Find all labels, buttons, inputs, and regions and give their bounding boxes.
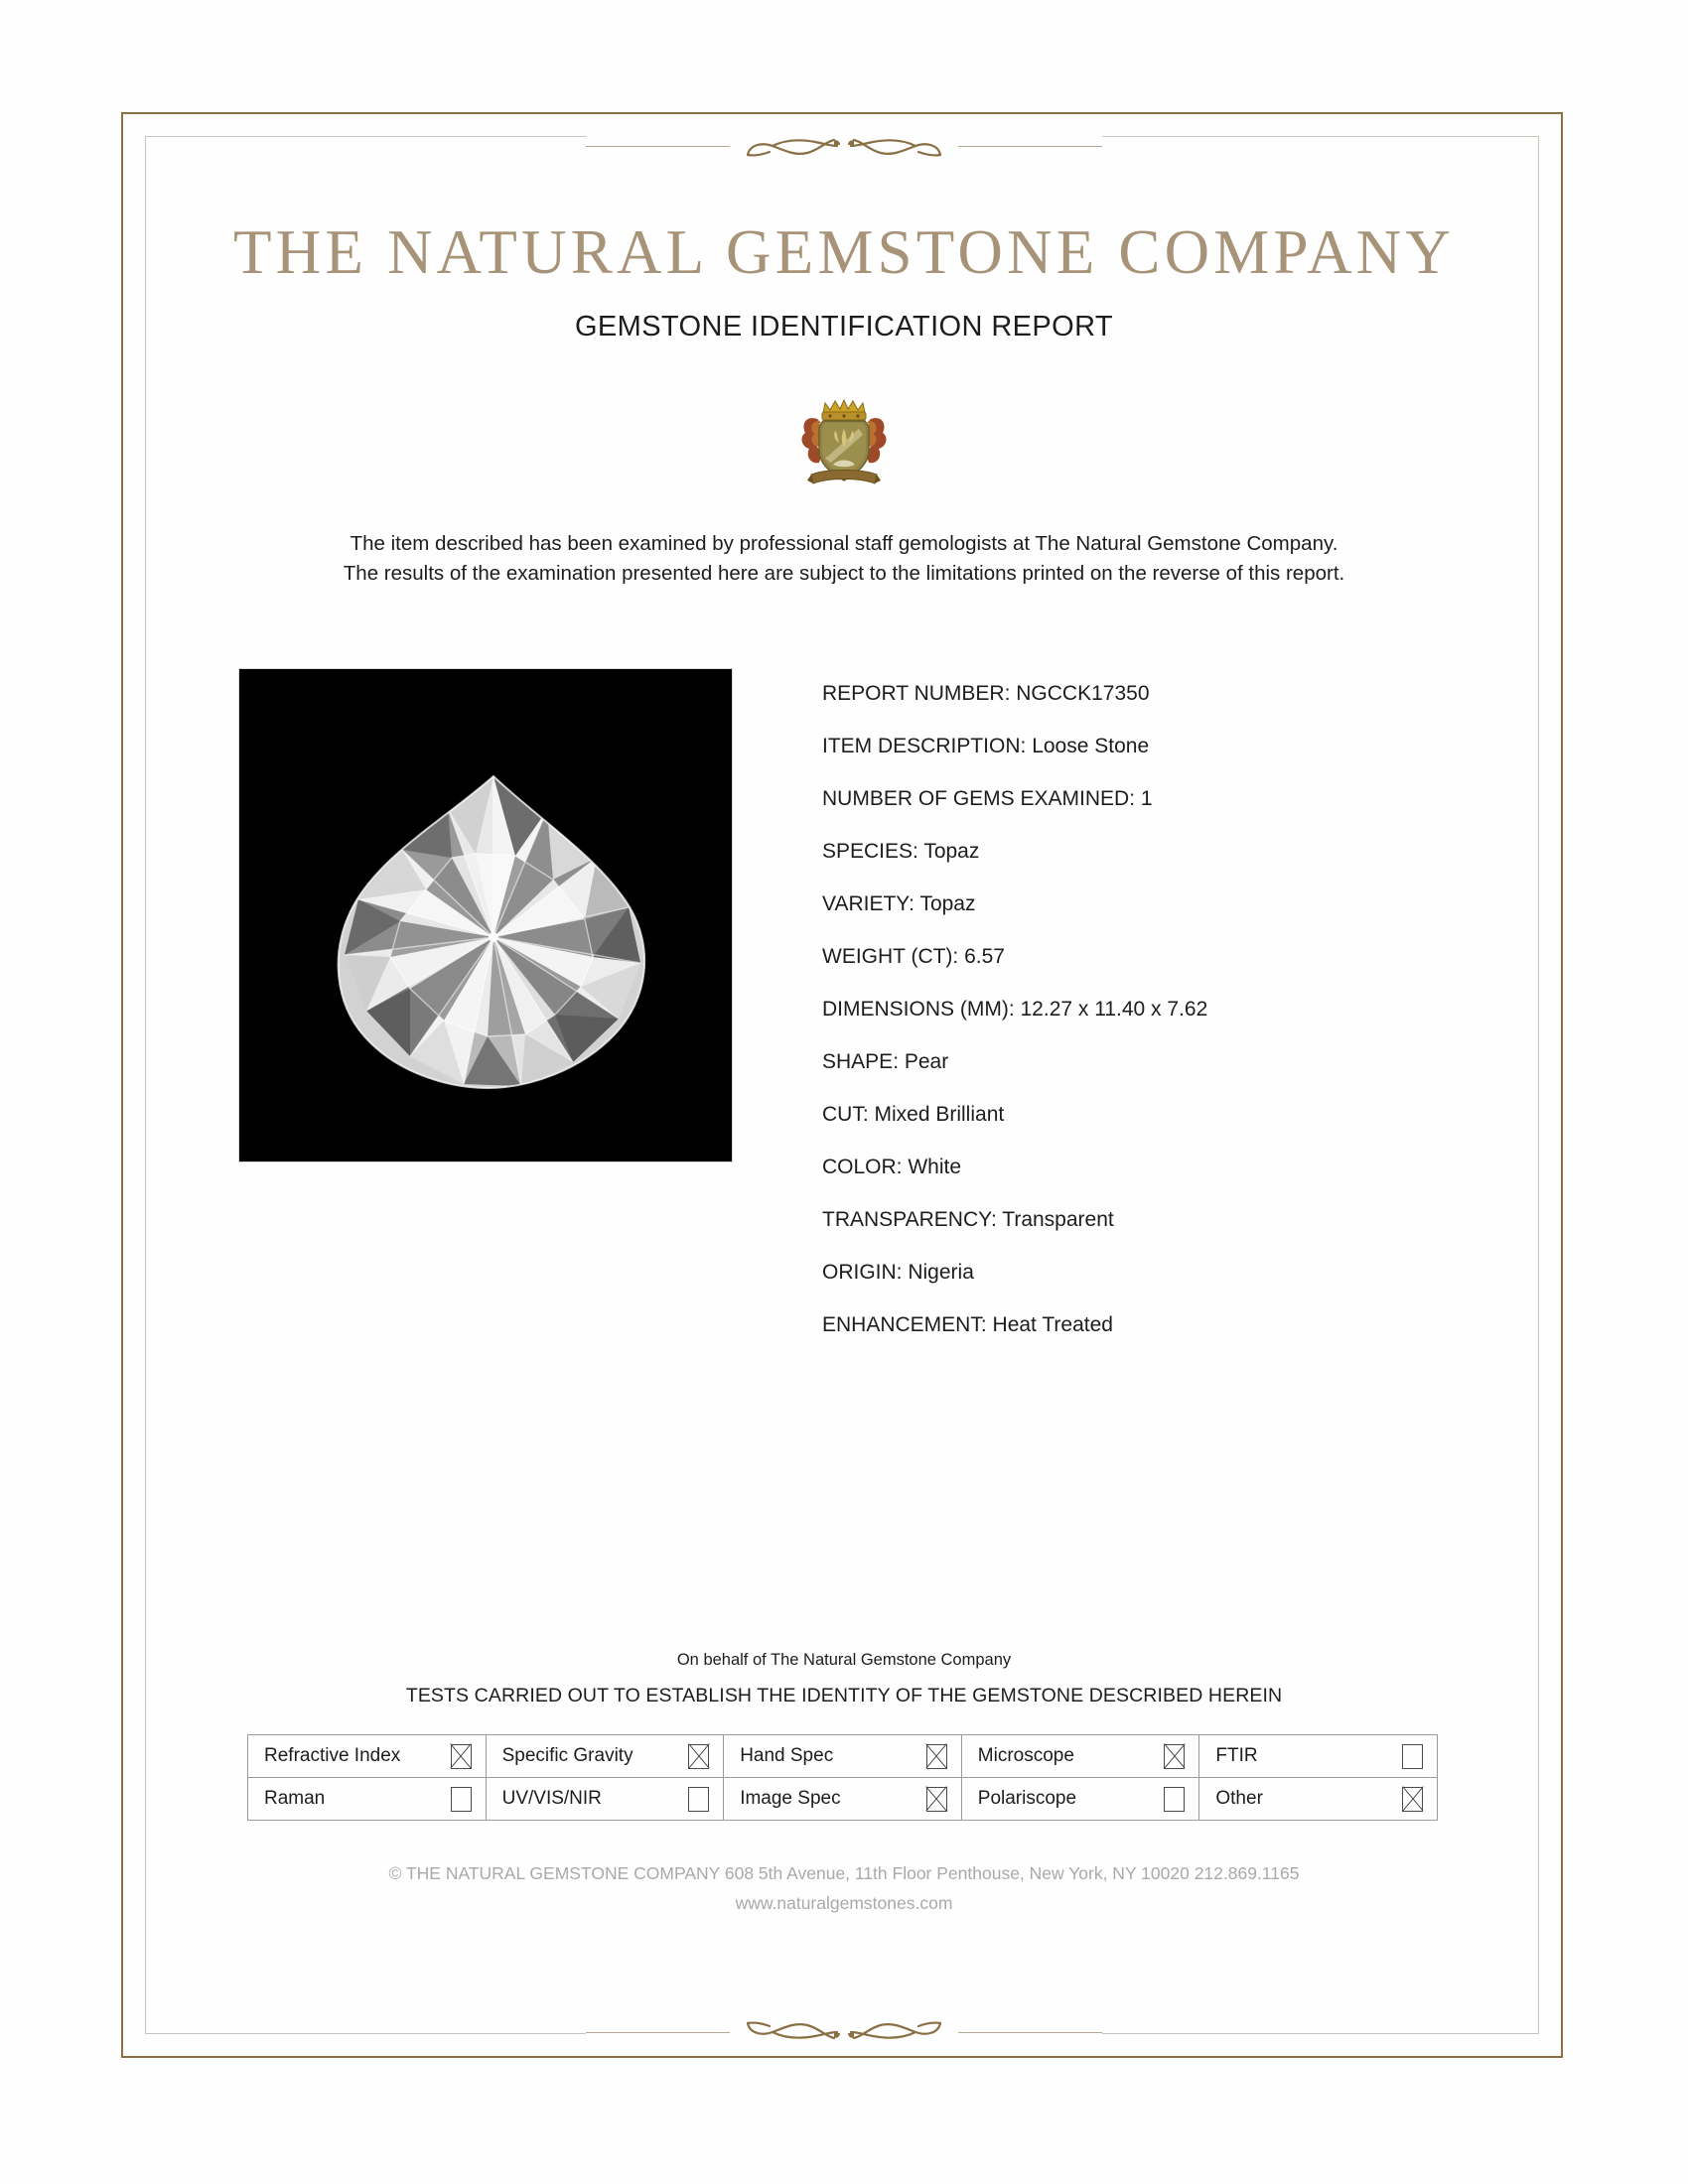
detail-label: ITEM DESCRIPTION: — [822, 735, 1033, 757]
test-label: FTIR — [1215, 1745, 1258, 1766]
test-cell-other[interactable] — [1199, 1778, 1438, 1821]
detail-row — [822, 667, 1438, 720]
detail-row — [822, 1298, 1438, 1351]
intro-paragraph — [0, 529, 1688, 589]
footer — [0, 1858, 1688, 1918]
detail-row — [822, 772, 1438, 825]
detail-row — [822, 983, 1438, 1035]
ornament-rule-left — [586, 2032, 730, 2033]
detail-value: NGCCK17350 — [1016, 682, 1150, 705]
test-label: UV/VIS/NIR — [501, 1788, 602, 1809]
detail-label: SHAPE: — [822, 1050, 905, 1073]
footer-address: © THE NATURAL GEMSTONE COMPANY 608 5th Avenue, 11th Floor Penthouse, New York, NY 10020 212.869.1165 — [388, 1863, 1300, 1883]
checkbox-microscope[interactable] — [1164, 1744, 1185, 1769]
test-label: Other — [1215, 1788, 1263, 1809]
test-label: Refractive Index — [264, 1745, 401, 1766]
table-row — [248, 1735, 1438, 1778]
test-cell-microscope[interactable] — [961, 1735, 1199, 1778]
test-cell-image-spec[interactable] — [724, 1778, 962, 1821]
ornament-top — [586, 123, 1102, 169]
detail-value: Heat Treated — [992, 1313, 1113, 1336]
checkbox-refractive-index[interactable] — [451, 1744, 472, 1769]
test-label: Raman — [264, 1788, 326, 1809]
report-title: GEMSTONE IDENTIFICATION REPORT — [574, 311, 1114, 342]
test-label: Polariscope — [977, 1788, 1077, 1809]
ornament-rule-right — [958, 146, 1102, 147]
detail-value: White — [908, 1156, 962, 1178]
test-cell-refractive-index[interactable] — [248, 1735, 487, 1778]
detail-row — [822, 930, 1438, 983]
detail-label: NUMBER OF GEMS EXAMINED: — [822, 787, 1141, 810]
ornament-bottom — [586, 2009, 1102, 2055]
detail-label: CUT: — [822, 1103, 875, 1126]
flourish-ornament-icon — [740, 129, 948, 163]
detail-label: WEIGHT (CT): — [822, 945, 965, 968]
table-row — [248, 1778, 1438, 1821]
footer-website[interactable]: www.naturalgemstones.com — [735, 1893, 953, 1913]
detail-row — [822, 1141, 1438, 1193]
detail-row — [822, 1088, 1438, 1141]
test-label: Image Spec — [740, 1788, 841, 1809]
detail-value: 1 — [1140, 787, 1153, 810]
checkbox-polariscope[interactable] — [1164, 1787, 1185, 1812]
intro-line-1: The item described has been examined by professional staff gemologists at The Natural Gemstone Company. — [350, 532, 1338, 555]
detail-value: 12.27 x 11.40 x 7.62 — [1020, 998, 1208, 1021]
test-label: Specific Gravity — [501, 1745, 633, 1766]
detail-value: Transparent — [1002, 1208, 1114, 1231]
gemstone-photo — [238, 668, 733, 1162]
test-cell-hand-spec[interactable] — [724, 1735, 962, 1778]
detail-label: VARIETY: — [822, 892, 920, 915]
company-title: THE NATURAL GEMSTONE COMPANY — [232, 217, 1456, 287]
detail-row — [822, 720, 1438, 772]
checkbox-image-spec[interactable] — [926, 1787, 947, 1812]
ornament-rule-right — [958, 2032, 1102, 2033]
flourish-ornament-icon — [740, 2015, 948, 2049]
test-cell-polariscope[interactable] — [961, 1778, 1199, 1821]
test-cell-specific-gravity[interactable] — [486, 1735, 724, 1778]
test-label: Microscope — [977, 1745, 1074, 1766]
detail-value: Nigeria — [908, 1261, 974, 1284]
detail-row — [822, 878, 1438, 930]
checkbox-other[interactable] — [1402, 1787, 1423, 1812]
detail-label: ENHANCEMENT: — [822, 1313, 993, 1336]
detail-value: 6.57 — [964, 945, 1005, 968]
detail-row — [822, 1246, 1438, 1298]
detail-value: Pear — [904, 1050, 949, 1073]
detail-label: SPECIES: — [822, 840, 924, 863]
checkbox-hand-spec[interactable] — [926, 1744, 947, 1769]
checkbox-raman[interactable] — [451, 1787, 472, 1812]
test-cell-ftir[interactable] — [1199, 1735, 1438, 1778]
detail-value: Mixed Brilliant — [874, 1103, 1005, 1126]
test-cell-uv-vis-nir[interactable] — [486, 1778, 724, 1821]
detail-label: DIMENSIONS (MM): — [822, 998, 1021, 1021]
checkbox-uv-vis-nir[interactable] — [688, 1787, 709, 1812]
detail-label: TRANSPARENCY: — [822, 1208, 1003, 1231]
checkbox-ftir[interactable] — [1402, 1744, 1423, 1769]
detail-label: COLOR: — [822, 1156, 909, 1178]
gemstone-details-list — [822, 667, 1438, 1351]
detail-value: Loose Stone — [1032, 735, 1150, 757]
test-label: Hand Spec — [740, 1745, 834, 1766]
detail-label: ORIGIN: — [822, 1261, 909, 1284]
test-cell-raman[interactable] — [248, 1778, 487, 1821]
checkbox-specific-gravity[interactable] — [688, 1744, 709, 1769]
detail-row — [822, 825, 1438, 878]
on-behalf-line: On behalf of The Natural Gemstone Company — [676, 1651, 1012, 1669]
detail-row — [822, 1035, 1438, 1088]
detail-row — [822, 1193, 1438, 1246]
detail-value: Topaz — [919, 892, 976, 915]
tests-heading: TESTS CARRIED OUT TO ESTABLISH THE IDENTITY OF THE GEMSTONE DESCRIBED HEREIN — [405, 1685, 1283, 1706]
intro-line-2: The results of the examination presented here are subject to the limitations printed on the reverse of this report. — [343, 562, 1345, 585]
detail-value: Topaz — [923, 840, 980, 863]
detail-label: REPORT NUMBER: — [822, 682, 1017, 705]
tests-table — [247, 1734, 1438, 1821]
heraldic-crest-icon — [789, 389, 899, 492]
ornament-rule-left — [586, 146, 730, 147]
